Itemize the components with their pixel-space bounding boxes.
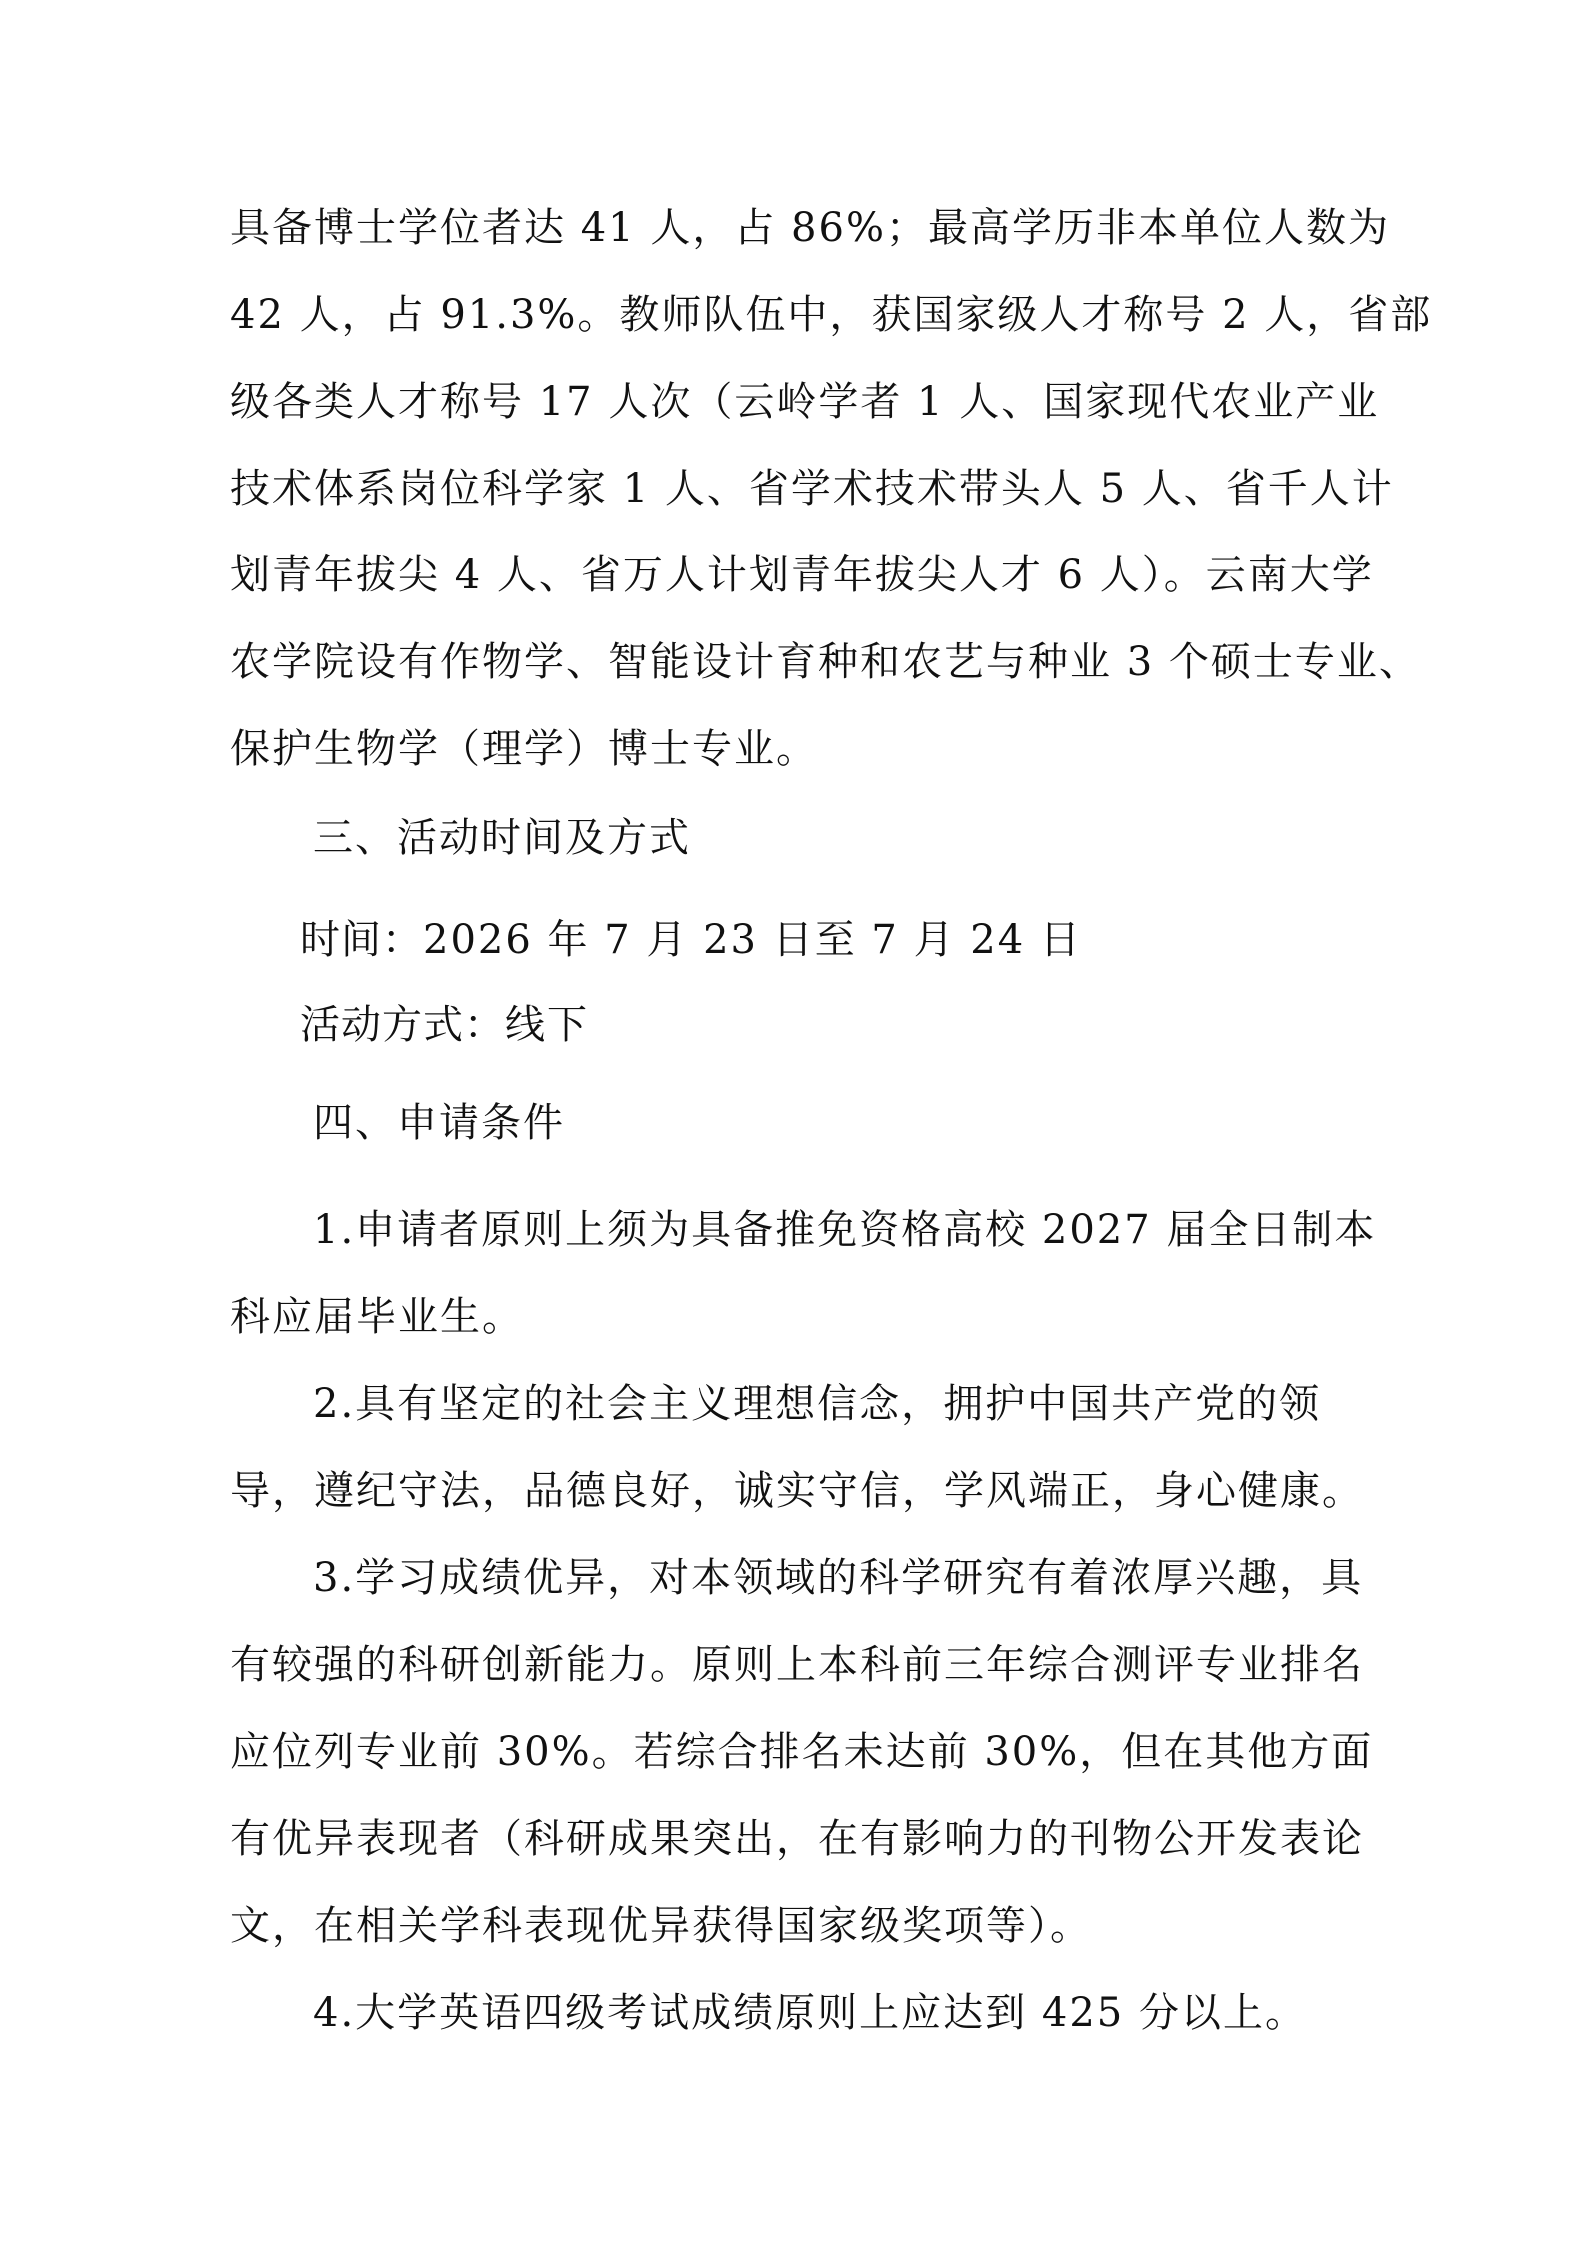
text-line: 1.申请者原则上须为具备推免资格高校 2027 届全日制本 <box>313 1207 1377 1253</box>
text-line: 文，在相关学科表现优异获得国家级奖项等）。 <box>230 1903 1092 1949</box>
text-line: 2.具有坚定的社会主义理想信念，拥护中国共产党的领 <box>313 1381 1322 1427</box>
mode-value: 线下 <box>505 1002 589 1048</box>
text-line: 划青年拔尖 4 人、省万人计划青年拔尖人才 6 人）。云南大学 <box>230 552 1374 598</box>
text-line: 农学院设有作物学、智能设计育种和农艺与种业 3 个硕士专业、 <box>230 639 1421 685</box>
time-row <box>300 912 1082 968</box>
text-line: 保护生物学（理学）博士专业。 <box>230 726 818 772</box>
text-line: 3.学习成绩优异，对本领域的科学研究有着浓厚兴趣，具 <box>313 1555 1364 1601</box>
text-line: 有较强的科研创新能力。原则上本科前三年综合测评专业排名 <box>230 1642 1364 1688</box>
time-label: 时间： <box>300 917 423 963</box>
text-line: 技术体系岗位科学家 1 人、省学术技术带头人 5 人、省千人计 <box>230 466 1394 512</box>
text-line: 级各类人才称号 17 人次（云岭学者 1 人、国家现代农业产业 <box>230 379 1380 425</box>
time-value: 2026 年 7 月 23 日至 7 月 24 日 <box>423 917 1082 963</box>
mode-label: 活动方式： <box>300 1002 505 1048</box>
section-heading: 四、申请条件 <box>313 1100 565 1146</box>
text-line: 应位列专业前 30%。若综合排名未达前 30%，但在其他方面 <box>230 1729 1374 1775</box>
text-line: 具备博士学位者达 41 人，占 86%；最高学历非本单位人数为 <box>230 205 1390 251</box>
text-line: 科应届毕业生。 <box>230 1294 524 1340</box>
text-line: 4.大学英语四级考试成绩原则上应达到 425 分以上。 <box>313 1990 1307 2036</box>
section-heading: 三、活动时间及方式 <box>313 815 691 861</box>
text-line: 有优异表现者（科研成果突出，在有影响力的刊物公开发表论 <box>230 1816 1364 1862</box>
mode-row <box>300 997 589 1053</box>
text-line: 42 人，占 91.3%。教师队伍中，获国家级人才称号 2 人，省部 <box>230 292 1433 338</box>
text-line: 导，遵纪守法，品德良好，诚实守信，学风端正，身心健康。 <box>230 1468 1364 1514</box>
